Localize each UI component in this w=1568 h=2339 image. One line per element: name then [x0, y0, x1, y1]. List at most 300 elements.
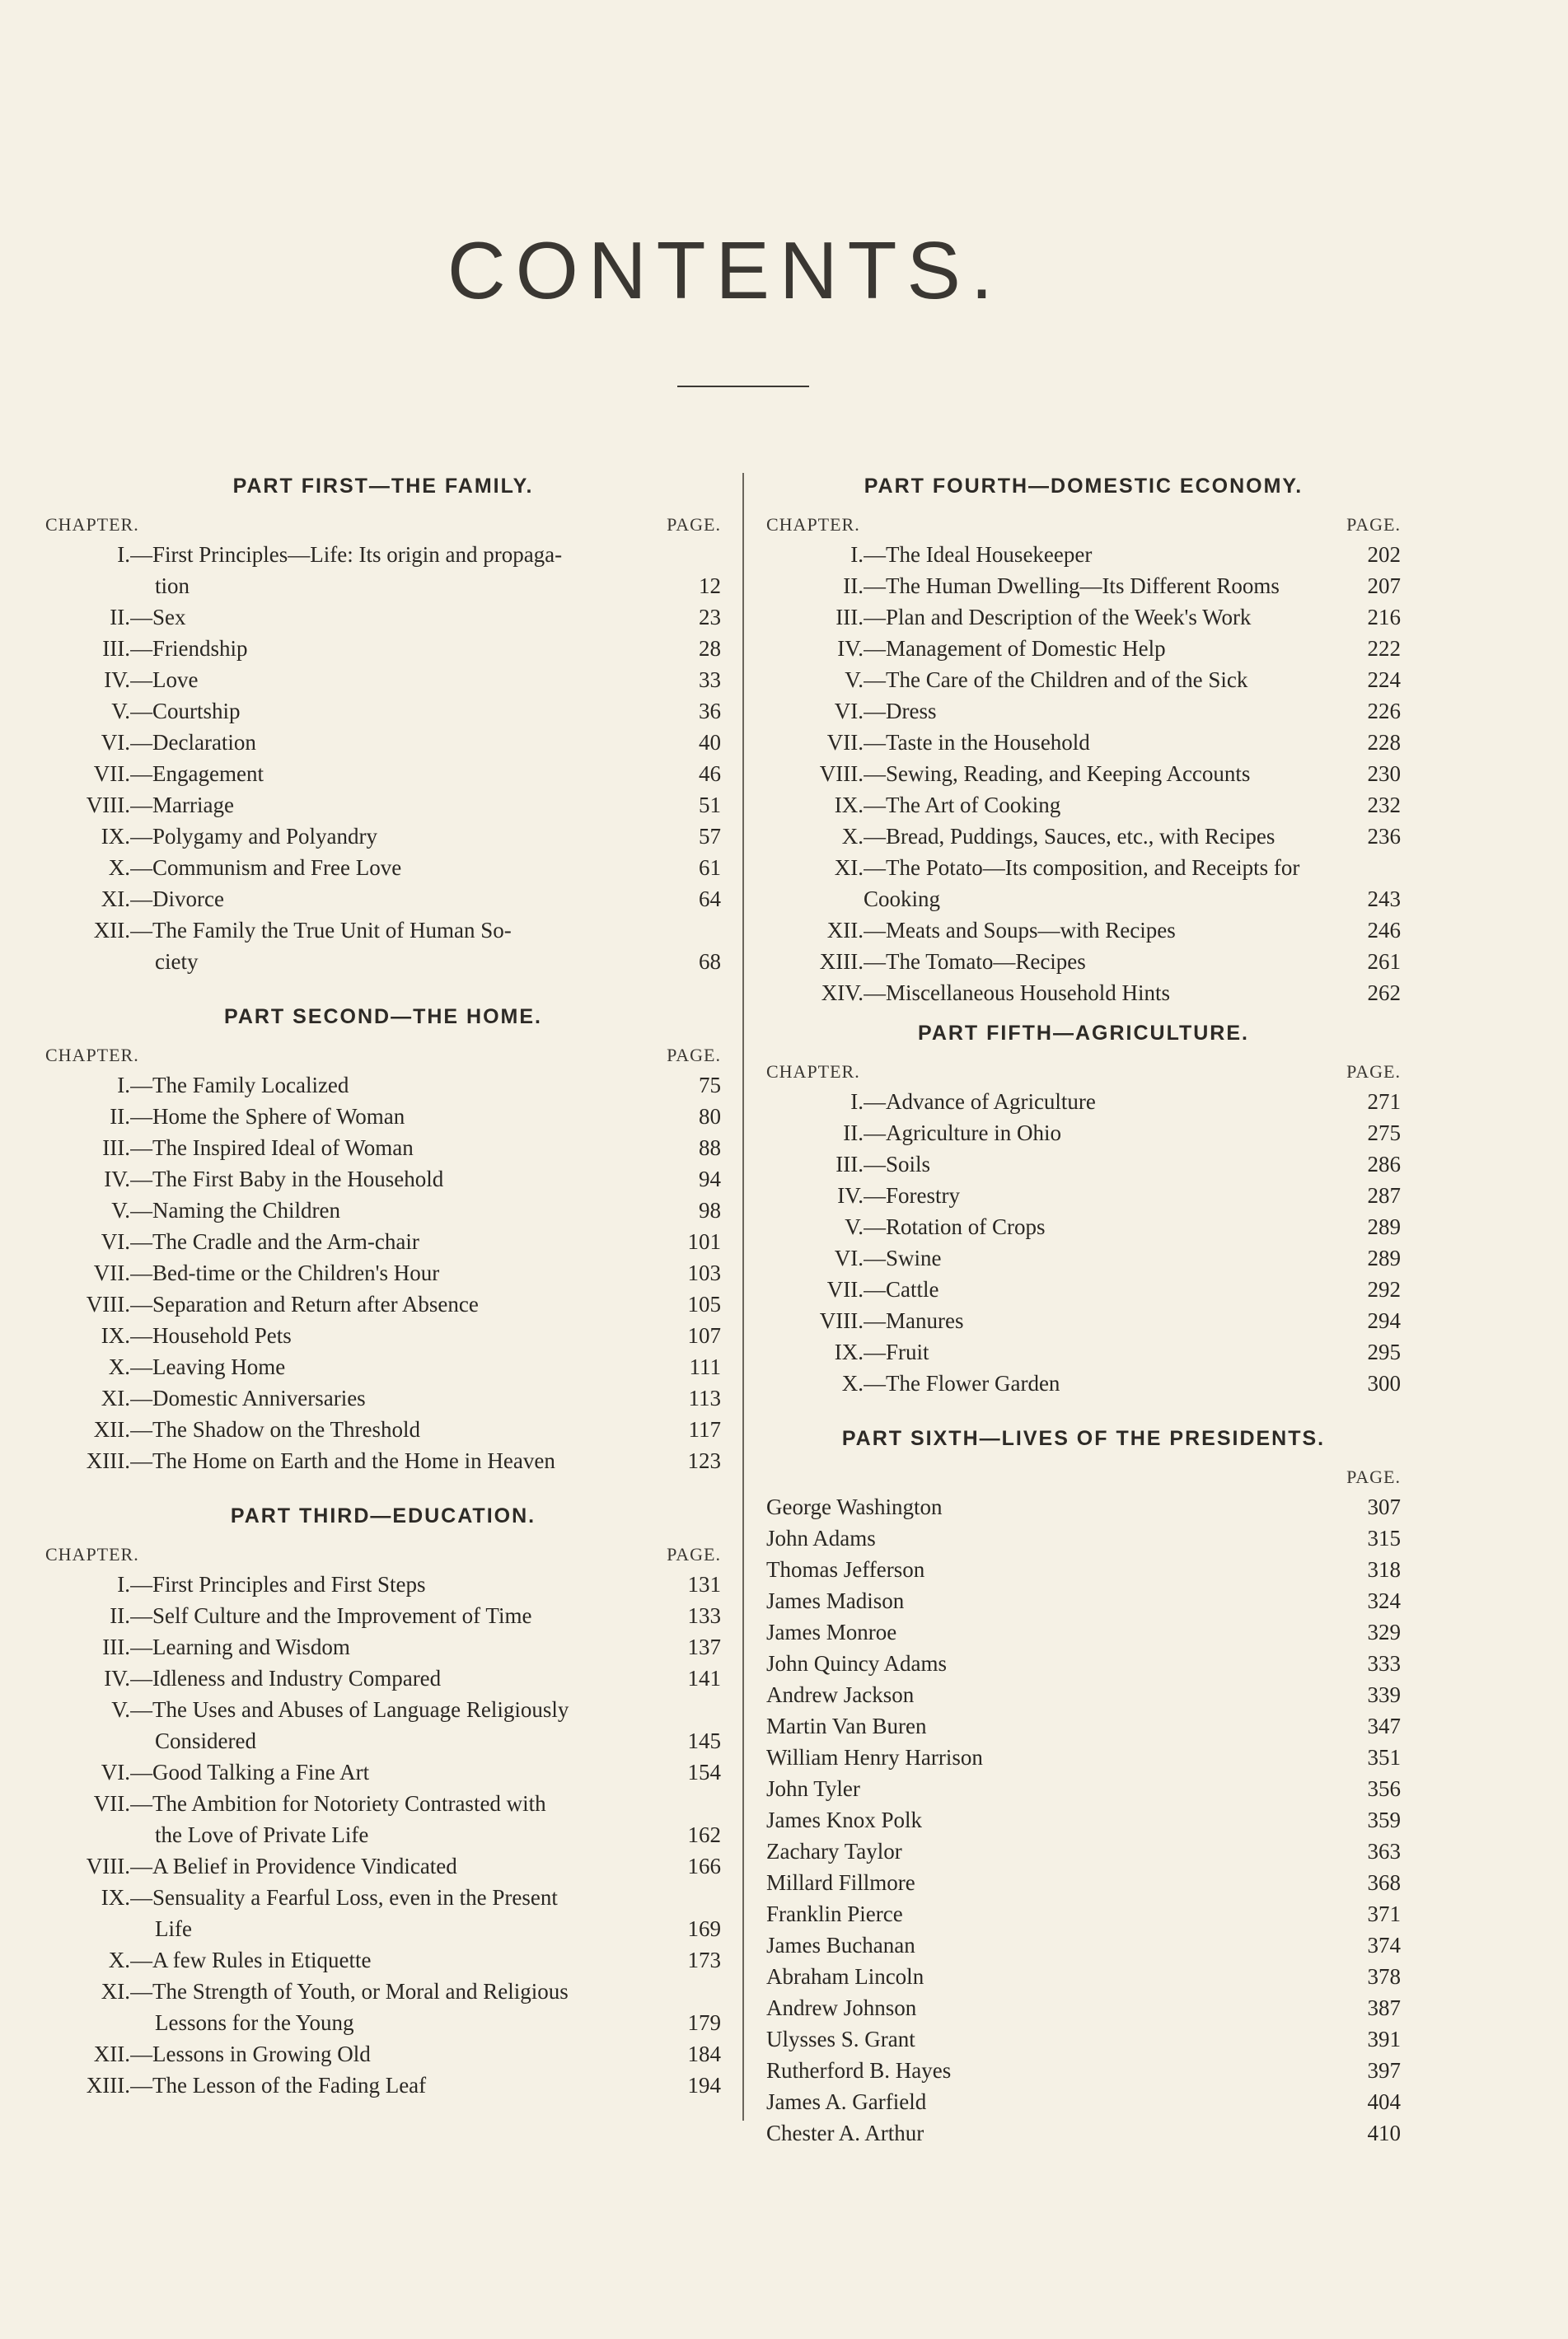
toc-entry: [766, 1710, 1401, 1742]
president-name: Millard Fillmore: [766, 1870, 915, 1895]
toc-entry: [45, 1163, 721, 1195]
president-name: Rutherford B. Hayes: [766, 2058, 952, 2083]
chapter-title: —Miscellaneous Household Hints: [864, 980, 1170, 1005]
toc-entry: [766, 915, 1401, 946]
page-number: 61: [699, 855, 721, 880]
page-number: 275: [1367, 1120, 1401, 1145]
president-name: Andrew Jackson: [766, 1682, 915, 1707]
toc-entry: [766, 695, 1401, 727]
president-name: Thomas Jefferson: [766, 1557, 925, 1582]
toc-entry: [45, 1944, 721, 1976]
toc-entry: [766, 601, 1401, 633]
toc-entry: [45, 695, 721, 727]
president-name: James Buchanan: [766, 1933, 915, 1958]
spacer: [45, 977, 721, 992]
part-title: PART FIFTH—AGRICULTURE.: [918, 1022, 1249, 1045]
toc-entry: [766, 1930, 1401, 1961]
page-number: 222: [1367, 636, 1401, 661]
president-name: Ulysses S. Grant: [766, 2027, 915, 2051]
chapter-number: XIII.: [86, 1448, 130, 1473]
chapter-number: V.: [111, 1198, 130, 1223]
chapter-number: II.: [843, 1120, 864, 1145]
toc-entry: [766, 1742, 1401, 1773]
page-number: 36: [699, 699, 721, 723]
toc-entry: [45, 1257, 721, 1289]
page-number: 232: [1367, 793, 1401, 817]
chapter-number: XI.: [101, 886, 130, 911]
page-number: 286: [1367, 1152, 1401, 1177]
toc-entry: [45, 633, 721, 664]
chapter-number: IX.: [101, 824, 130, 849]
page-number: 133: [687, 1603, 721, 1628]
chapter-title: —Taste in the Household: [864, 730, 1090, 755]
toc-entry: [45, 1882, 721, 1944]
toc-entry: [45, 1788, 721, 1850]
page-number: 131: [687, 1572, 721, 1597]
chapter-number: XI.: [101, 1979, 130, 2004]
chapter-title: —The Flower Garden: [864, 1371, 1060, 1396]
toc-entry: [45, 1289, 721, 1320]
chapter-title: —Rotation of Crops: [864, 1214, 1046, 1239]
title-rule: [677, 386, 809, 387]
chapter-number: IV.: [837, 636, 864, 661]
page-header: PAGE.: [1346, 514, 1401, 535]
chapter-list: [766, 539, 1401, 1008]
chapter-number: III.: [835, 1152, 864, 1177]
chapter-header: CHAPTER.: [45, 1045, 139, 1065]
chapter-title: —The Family Localized: [130, 1073, 349, 1097]
part-third: [45, 1491, 721, 2101]
page-number: 397: [1367, 2058, 1401, 2083]
chapter-number: VIII.: [86, 1854, 130, 1878]
chapter-number: VI.: [834, 699, 864, 723]
page-number: 368: [1367, 1870, 1401, 1895]
chapter-title: —Management of Domestic Help: [864, 636, 1166, 661]
chapter-number: V.: [111, 1697, 130, 1722]
part-title: PART SECOND—THE HOME.: [224, 1005, 542, 1028]
page-number: 295: [1367, 1340, 1401, 1364]
chapter-title: —Forestry: [864, 1183, 960, 1208]
page-number: 137: [687, 1635, 721, 1659]
chapter-title: —Sex: [130, 605, 186, 629]
chapter-title: —The First Baby in the Household: [130, 1167, 444, 1191]
toc-entry: [45, 883, 721, 915]
toc-entry: [766, 539, 1401, 570]
chapter-title: —The Home on Earth and the Home in Heaven: [130, 1448, 555, 1473]
page-number: 287: [1367, 1183, 1401, 1208]
toc-entry: [766, 852, 1401, 915]
toc-entry: [45, 1069, 721, 1101]
chapter-number: XIII.: [819, 949, 864, 974]
chapter-number: VII.: [93, 761, 130, 786]
chapter-title: —Lessons in Growing Old: [130, 2042, 371, 2066]
chapter-number: IX.: [834, 1340, 864, 1364]
page-number: 243: [1367, 886, 1401, 911]
chapter-number: VI.: [834, 1246, 864, 1270]
toc-entry: [766, 570, 1401, 601]
page-number: 51: [699, 793, 721, 817]
toc-entry: [45, 821, 721, 852]
chapter-number: XII.: [826, 918, 864, 943]
chapter-number: XII.: [93, 1417, 130, 1442]
toc-entry: [766, 1836, 1401, 1867]
page-number: 363: [1367, 1839, 1401, 1864]
chapter-title: —Naming the Children: [130, 1198, 340, 1223]
page-number: 230: [1367, 761, 1401, 786]
chapter-title: —Household Pets: [130, 1323, 292, 1348]
page-number: 145: [687, 1729, 721, 1753]
page-number: 80: [699, 1104, 721, 1129]
part-fifth: [766, 1008, 1401, 1399]
page-number: 410: [1367, 2121, 1401, 2145]
toc-entry: [45, 1663, 721, 1694]
page-number: 318: [1367, 1557, 1401, 1582]
chapter-number: VI.: [101, 1760, 130, 1785]
page-header: PAGE.: [667, 1544, 721, 1565]
chapter-title: —Swine: [864, 1246, 942, 1270]
page-number: 123: [687, 1448, 721, 1473]
chapter-number: VIII.: [86, 1292, 130, 1317]
chapter-header: CHAPTER.: [45, 1544, 139, 1565]
chapter-title: —Self Culture and the Improvement of Time: [130, 1603, 532, 1628]
page-number: 292: [1367, 1277, 1401, 1302]
chapter-title: the Love of Private Life: [155, 1822, 369, 1847]
chapter-title: —Engagement: [130, 761, 264, 786]
toc-entry: [766, 1523, 1401, 1554]
chapter-title: Life: [155, 1916, 192, 1941]
chapter-list: [45, 1069, 721, 1476]
president-name: George Washington: [766, 1495, 943, 1519]
chapter-title: Cooking: [864, 886, 941, 911]
toc-entry: [45, 1320, 721, 1351]
chapter-title: —Friendship: [130, 636, 248, 661]
chapter-number: VII.: [93, 1791, 130, 1816]
chapter-title: —The Lesson of the Fading Leaf: [130, 2073, 427, 2098]
toc-entry: [766, 1368, 1401, 1399]
chapter-title: —Plan and Description of the Week's Work: [864, 605, 1252, 629]
toc-entry: [766, 1117, 1401, 1148]
page-number: 333: [1367, 1651, 1401, 1676]
page-number: 207: [1367, 573, 1401, 598]
toc-entry: [45, 852, 721, 883]
page-number: 117: [688, 1417, 721, 1442]
chapter-title: —Leaving Home: [130, 1354, 286, 1379]
page-number: 294: [1367, 1308, 1401, 1333]
page-number: 111: [689, 1354, 721, 1379]
page-number: 216: [1367, 605, 1401, 629]
toc-entry: [766, 789, 1401, 821]
toc-entry: [766, 946, 1401, 977]
president-name: James Monroe: [766, 1620, 897, 1644]
page-number: 28: [699, 636, 721, 661]
chapter-title: —Cattle: [864, 1277, 939, 1302]
toc-entry: [766, 1336, 1401, 1368]
chapter-number: IX.: [101, 1323, 130, 1348]
page-number: 224: [1367, 667, 1401, 692]
chapter-number: III.: [835, 605, 864, 629]
chapter-title: —Home the Sphere of Woman: [130, 1104, 405, 1129]
chapter-title: —The Potato—Its composition, and Receipts for: [864, 855, 1300, 880]
chapter-title: —A few Rules in Etiquette: [130, 1948, 372, 1972]
toc-entry: [45, 2070, 721, 2101]
chapter-title: —Idleness and Industry Compared: [130, 1666, 442, 1691]
page-number: 75: [699, 1073, 721, 1097]
page-number: 351: [1367, 1745, 1401, 1770]
page-number: 103: [687, 1261, 721, 1285]
page-title: CONTENTS.: [447, 225, 1004, 316]
chapter-number: II.: [110, 1104, 130, 1129]
chapter-number: IV.: [837, 1183, 864, 1208]
chapter-title: —The Care of the Children and of the Sick: [864, 667, 1248, 692]
chapter-list: [766, 1086, 1401, 1399]
chapter-title: —Courtship: [130, 699, 241, 723]
president-name: Chester A. Arthur: [766, 2121, 924, 2145]
part-title: PART THIRD—EDUCATION.: [230, 1504, 536, 1527]
page-number: 356: [1367, 1776, 1401, 1801]
part-title: PART FIRST—THE FAMILY.: [232, 475, 534, 498]
chapter-number: IV.: [104, 667, 130, 692]
part-second: [45, 992, 721, 1476]
page-number: 94: [699, 1167, 721, 1191]
toc-entry: [766, 1211, 1401, 1242]
chapter-number: I.: [117, 1572, 130, 1597]
chapter-title: —Divorce: [130, 886, 224, 911]
chapter-number: I.: [850, 542, 864, 567]
column-header: [766, 1463, 1401, 1491]
president-list: [766, 1491, 1401, 2149]
page-number: 339: [1367, 1682, 1401, 1707]
toc-entry: [766, 1148, 1401, 1180]
chapter-title: —Fruit: [864, 1340, 929, 1364]
toc-entry: [45, 1414, 721, 1445]
toc-entry: [45, 758, 721, 789]
chapter-title: —The Art of Cooking: [864, 793, 1061, 817]
toc-entry: [766, 633, 1401, 664]
president-name: Andrew Johnson: [766, 1995, 917, 2020]
toc-entry: [766, 1305, 1401, 1336]
page-number: 184: [687, 2042, 721, 2066]
president-name: James Knox Polk: [766, 1808, 922, 1832]
chapter-number: VIII.: [819, 1308, 864, 1333]
page-number: 179: [687, 2010, 721, 2035]
chapter-number: II.: [843, 573, 864, 598]
president-name: John Quincy Adams: [766, 1651, 947, 1676]
chapter-title: tion: [155, 573, 190, 598]
chapter-title: —The Ambition for Notoriety Contrasted with: [130, 1791, 546, 1816]
chapter-number: III.: [102, 1635, 130, 1659]
toc-entry: [45, 2038, 721, 2070]
chapter-number: II.: [110, 605, 130, 629]
chapter-header: CHAPTER.: [766, 1061, 860, 1082]
page-number: 68: [699, 949, 721, 974]
toc-entry: [766, 1274, 1401, 1305]
toc-entry: [766, 1679, 1401, 1710]
toc-entry: [45, 1976, 721, 2038]
page-number: 347: [1367, 1714, 1401, 1738]
chapter-title: —The Inspired Ideal of Woman: [130, 1135, 414, 1160]
chapter-title: ciety: [155, 949, 199, 974]
toc-entry: [45, 1382, 721, 1414]
page-number: 46: [699, 761, 721, 786]
president-name: William Henry Harrison: [766, 1745, 983, 1770]
toc-entry: [766, 727, 1401, 758]
chapter-title: —Manures: [864, 1308, 964, 1333]
left-column: [45, 461, 721, 2101]
toc-entry: [766, 1648, 1401, 1679]
column-header: [45, 1041, 721, 1069]
toc-entry: [766, 1898, 1401, 1930]
page-number: 98: [699, 1198, 721, 1223]
toc-entry: [766, 1086, 1401, 1117]
page-header: PAGE.: [667, 514, 721, 535]
page-number: 404: [1367, 2089, 1401, 2114]
toc-entry: [766, 1961, 1401, 1992]
page-number: 202: [1367, 542, 1401, 567]
chapter-number: I.: [850, 1089, 864, 1114]
toc-entry: [766, 1773, 1401, 1804]
chapter-title: —Declaration: [130, 730, 256, 755]
page-number: 236: [1367, 824, 1401, 849]
president-name: James A. Garfield: [766, 2089, 927, 2114]
chapter-number: XII.: [93, 918, 130, 943]
page-header: PAGE.: [667, 1045, 721, 1065]
chapter-title: —The Human Dwelling—Its Different Rooms: [864, 573, 1280, 598]
column-header: [766, 511, 1401, 539]
page-number: 33: [699, 667, 721, 692]
toc-entry: [766, 1242, 1401, 1274]
chapter-number: XIII.: [86, 2073, 130, 2098]
page-number: 226: [1367, 699, 1401, 723]
chapter-title: —The Cradle and the Arm-chair: [130, 1229, 419, 1254]
chapter-number: VIII.: [819, 761, 864, 786]
page-number: 166: [687, 1854, 721, 1878]
page-number: 262: [1367, 980, 1401, 1005]
spacer: [45, 1476, 721, 1491]
toc-entry: [45, 1757, 721, 1788]
toc-entry: [766, 1867, 1401, 1898]
toc-entry: [766, 1180, 1401, 1211]
page-number: 329: [1367, 1620, 1401, 1644]
page-number: 289: [1367, 1246, 1401, 1270]
page-number: 271: [1367, 1089, 1401, 1114]
chapter-number: XI.: [101, 1386, 130, 1410]
toc-entry: [766, 664, 1401, 695]
toc-entry: [45, 601, 721, 633]
page-header: PAGE.: [1346, 1467, 1401, 1487]
chapter-title: —Marriage: [130, 793, 234, 817]
toc-entry: [45, 915, 721, 977]
chapter-title: —Agriculture in Ohio: [864, 1120, 1061, 1145]
chapter-number: VIII.: [86, 793, 130, 817]
chapter-number: VI.: [101, 1229, 130, 1254]
page-number: 194: [687, 2073, 721, 2098]
page-number: 173: [687, 1948, 721, 1972]
toc-entry: [766, 2086, 1401, 2117]
chapter-title: —The Uses and Abuses of Language Religiously: [130, 1697, 569, 1722]
part-title: PART SIXTH—LIVES OF THE PRESIDENTS.: [841, 1427, 1326, 1450]
part-sixth: [766, 1414, 1401, 2149]
chapter-number: XI.: [834, 855, 864, 880]
chapter-title: —Dress: [864, 699, 937, 723]
page-number: 64: [699, 886, 721, 911]
right-column: [766, 461, 1401, 2149]
toc-entry: [766, 2117, 1401, 2149]
column-header: [766, 1058, 1401, 1086]
toc-entry: [766, 2055, 1401, 2086]
president-name: Franklin Pierce: [766, 1902, 903, 1926]
page-number: 105: [687, 1292, 721, 1317]
chapter-title: —Domestic Anniversaries: [130, 1386, 366, 1410]
chapter-title: —Communism and Free Love: [130, 855, 402, 880]
page-number: 289: [1367, 1214, 1401, 1239]
chapter-number: V.: [845, 667, 864, 692]
page-number: 300: [1367, 1371, 1401, 1396]
chapter-number: I.: [117, 1073, 130, 1097]
toc-entry: [766, 1585, 1401, 1616]
chapter-number: V.: [111, 699, 130, 723]
toc-entry: [766, 977, 1401, 1008]
toc-entry: [766, 1616, 1401, 1648]
page-header: PAGE.: [1346, 1061, 1401, 1082]
president-name: Zachary Taylor: [766, 1839, 902, 1864]
toc-entry: [45, 664, 721, 695]
chapter-title: —Separation and Return after Absence: [130, 1292, 479, 1317]
toc-entry: [45, 1600, 721, 1631]
toc-entry: [766, 758, 1401, 789]
president-name: Abraham Lincoln: [766, 1964, 924, 1989]
page-number: 12: [699, 573, 721, 598]
toc-entry: [766, 1491, 1401, 1523]
toc-entry: [45, 789, 721, 821]
chapter-number: IV.: [104, 1666, 130, 1691]
chapter-title: Considered: [155, 1729, 256, 1753]
chapter-title: —Advance of Agriculture: [864, 1089, 1096, 1114]
page-number: 23: [699, 605, 721, 629]
chapter-title: —First Principles—Life: Its origin and propaga-: [130, 542, 563, 567]
chapter-number: XII.: [93, 2042, 130, 2066]
chapter-title: —Sewing, Reading, and Keeping Accounts: [864, 761, 1251, 786]
chapter-number: X.: [108, 855, 130, 880]
chapter-title: —The Shadow on the Threshold: [130, 1417, 420, 1442]
toc-entry: [45, 727, 721, 758]
chapter-list: [45, 539, 721, 977]
part-title: PART FOURTH—DOMESTIC ECONOMY.: [864, 475, 1304, 498]
chapter-list: [45, 1569, 721, 2101]
toc-entry: [45, 1132, 721, 1163]
toc-entry: [45, 1101, 721, 1132]
page-number: 228: [1367, 730, 1401, 755]
chapter-title: —Polygamy and Polyandry: [130, 824, 377, 849]
page-number: 371: [1367, 1902, 1401, 1926]
toc-entry: [45, 1351, 721, 1382]
president-name: John Tyler: [766, 1776, 860, 1801]
president-name: James Madison: [766, 1588, 905, 1613]
page-number: 40: [699, 730, 721, 755]
page-number: 387: [1367, 1995, 1401, 2020]
page-number: 169: [687, 1916, 721, 1941]
toc-entry: [45, 1226, 721, 1257]
chapter-title: —The Strength of Youth, or Moral and Religious: [130, 1979, 569, 2004]
page-number: 324: [1367, 1588, 1401, 1613]
column-divider: [742, 473, 744, 2121]
chapter-number: X.: [841, 1371, 864, 1396]
chapter-title: —The Ideal Housekeeper: [864, 542, 1093, 567]
toc-entry: [45, 1694, 721, 1757]
toc-entry: [766, 1804, 1401, 1836]
page-number: 141: [687, 1666, 721, 1691]
page-number: 101: [687, 1229, 721, 1254]
chapter-number: II.: [110, 1603, 130, 1628]
